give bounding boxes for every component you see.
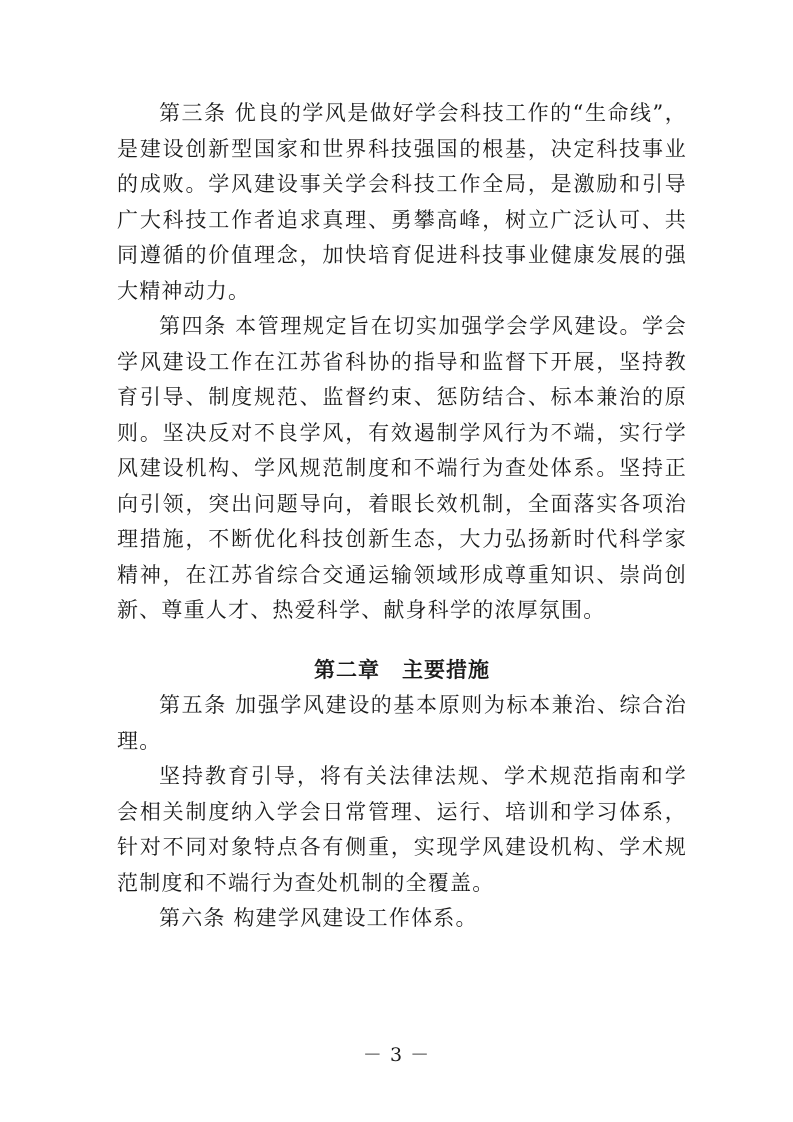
education-guidance-paragraph: 坚持教育引导，将有关法律法规、学术规范指南和学会相关制度纳入学会日常管理、运行、培训和学习体系，针对不同对象特点各有侧重，实现学风建设机构、学术规范制度和不端行为查处机制的全覆盖。 — [117, 764, 687, 895]
article-5-paragraph: 第五条 加强学风建设的基本原则为标本兼治、综合治理。 — [117, 693, 687, 753]
page-number: － 3 － — [362, 1044, 431, 1066]
article-3-paragraph: 第三条 优良的学风是做好学会科技工作的“生命线”，是建设创新型国家和世界科技强国的根基，决定科技事业的成败。学风建设事关学会科技工作全局，是激励和引导广大科技工作者追求真理、勇攀高峰，树立广泛认可、共同遵循的价值理念，加快培育促进科技事业健康发展的强大精神动力。 — [117, 101, 687, 303]
chapter-title: 第二章 主要措施 — [314, 657, 490, 682]
article-6-paragraph: 第六条 构建学风建设工作体系。 — [159, 906, 478, 930]
document-body — [117, 96, 687, 937]
article-4-paragraph: 第四条 本管理规定旨在切实加强学会学风建设。学会学风建设工作在江苏省科协的指导和监督下开展，坚持教育引导、制度规范、监督约束、惩防结合、标本兼治的原则。坚决反对不良学风，有效遏制学风行为不端，实行学风建设机构、学风规范制度和不端行为查处体系。坚持正向引领，突出问题导向，着眼长效机制，全面落实各项治理措施，不断优化科技创新生态，大力弘扬新时代科学家精神，在江苏省综合交通运输领域形成尊重知识、崇尚创新、尊重人才、热爱科学、献身科学的浓厚氛围。 — [117, 314, 687, 622]
